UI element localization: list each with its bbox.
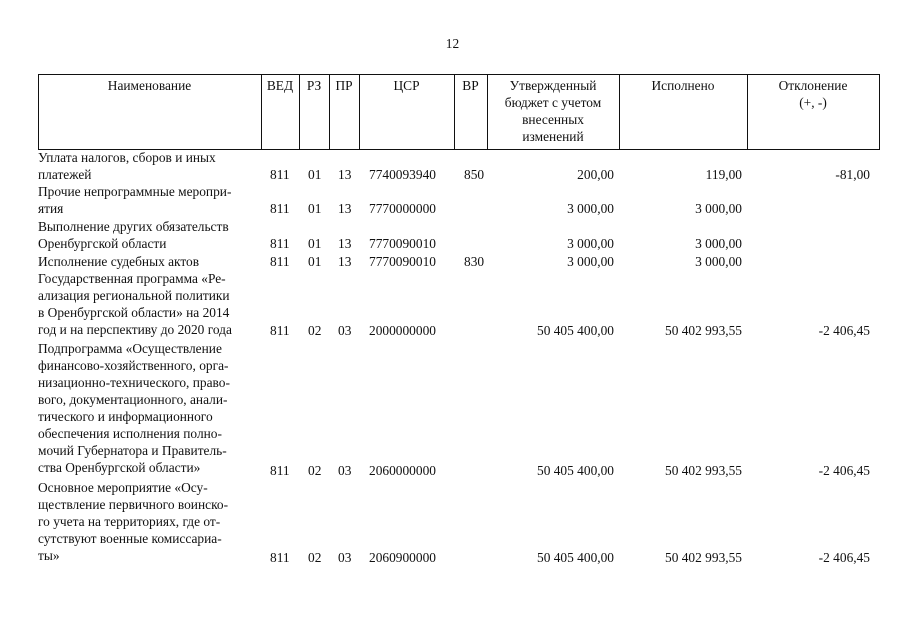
cell-csr: 2060900000 [369,550,436,565]
cell-csr: 7770090010 [369,236,436,251]
header-rz: РЗ [306,78,322,93]
header-name: Наименование [107,78,192,93]
row-name: Уплата налогов, сборов и иных платежей [38,150,216,182]
cell-pr: 13 [338,201,352,216]
cell-budget: 50 405 400,00 [537,463,614,478]
cell-ved: 811 [270,167,290,182]
header-csr: ЦСР [393,78,420,93]
row-name: Выполнение других обязательств Оренбургской области [38,219,229,251]
cell-rz: 02 [308,323,322,338]
cell-ved: 811 [270,463,290,478]
cell-rz: 02 [308,550,322,565]
cell-budget: 3 000,00 [567,236,614,251]
cell-executed: 119,00 [705,167,742,182]
cell-rz: 02 [308,463,322,478]
cell-csr: 2000000000 [369,323,436,338]
cell-executed: 50 402 993,55 [665,550,742,565]
cell-budget: 200,00 [577,167,614,182]
cell-rz: 01 [308,254,322,269]
cell-ved: 811 [270,550,290,565]
cell-rz: 01 [308,167,322,182]
cell-pr: 13 [338,254,352,269]
cell-budget: 3 000,00 [567,254,614,269]
table-top-border [38,74,880,75]
cell-csr: 2060000000 [369,463,436,478]
cell-budget: 50 405 400,00 [537,323,614,338]
row-name: Прочие непрограммные меропри- ятия [38,184,232,216]
cell-vr: 850 [464,167,485,182]
cell-pr: 03 [338,463,352,478]
cell-executed: 50 402 993,55 [665,463,742,478]
cell-executed: 3 000,00 [695,254,742,269]
column-divider [879,74,880,150]
cell-executed: 3 000,00 [695,201,742,216]
cell-ved: 811 [270,236,290,251]
header-ved: ВЕД [266,78,294,93]
header-executed: Исполнено [651,78,715,93]
row-name: Подпрограмма «Осуществление финансово-хозяйственного, орга- низационно-технического, право- вого, документационного, анали- тического и информационного обеспечения исполнения полно- мочий Губернатора и Правитель- ства Оренбургской области» [38,341,230,475]
cell-deviation: -2 406,45 [818,463,870,478]
cell-pr: 03 [338,323,352,338]
cell-csr: 7770090010 [369,254,436,269]
cell-rz: 01 [308,236,322,251]
cell-deviation: -81,00 [835,167,870,182]
row-name: Государственная программа «Ре- ализация региональной политики в Оренбургской области» на 2014 год и на перспективу до 2020 года [38,271,232,337]
cell-budget: 50 405 400,00 [537,550,614,565]
header-budget: Утвержденный бюджет с учетом внесенных изменений [504,78,602,144]
cell-deviation: -2 406,45 [818,550,870,565]
cell-pr: 13 [338,236,352,251]
row-name: Основное мероприятие «Осу- ществление первичного воинско- го учета на территориях, где от- сутствуют военные комиссариа- ты» [38,480,229,563]
page-number: 12 [445,36,460,51]
row-name: Исполнение судебных актов [38,254,200,269]
cell-csr: 7770000000 [369,201,436,216]
cell-executed: 50 402 993,55 [665,323,742,338]
cell-pr: 03 [338,550,352,565]
header-deviation: Отклонение (+, -) [778,78,848,110]
cell-ved: 811 [270,201,290,216]
header-pr: ПР [335,78,353,93]
header-vr: ВР [462,78,479,93]
cell-pr: 13 [338,167,352,182]
cell-deviation: -2 406,45 [818,323,870,338]
cell-vr: 830 [464,254,485,269]
cell-executed: 3 000,00 [695,236,742,251]
cell-ved: 811 [270,254,290,269]
cell-budget: 3 000,00 [567,201,614,216]
cell-rz: 01 [308,201,322,216]
cell-ved: 811 [270,323,290,338]
cell-csr: 7740093940 [369,167,436,182]
